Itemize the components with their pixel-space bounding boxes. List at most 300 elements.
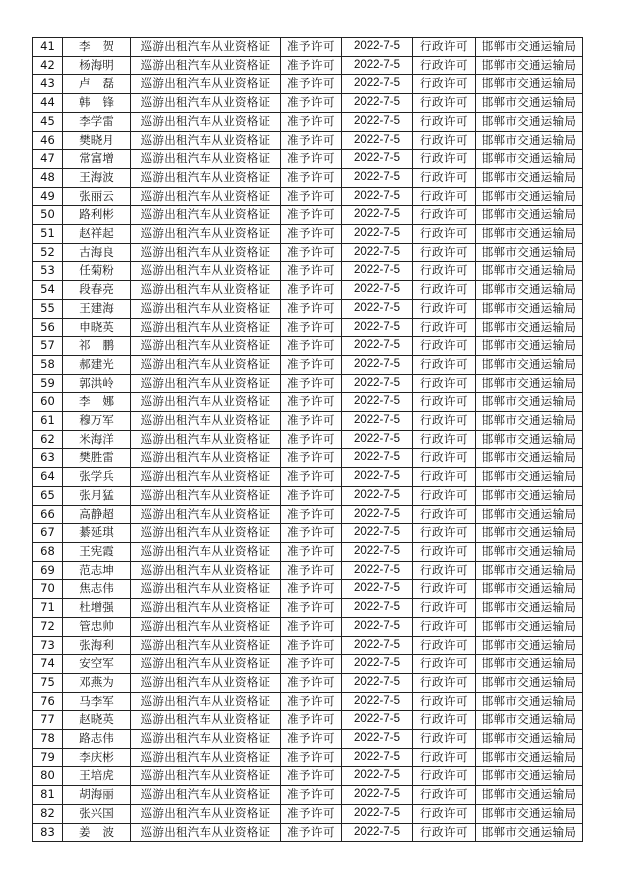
issuing-authority-cell: 邯郸市交通运输局 [476, 262, 583, 281]
table-row [33, 449, 583, 468]
license-category-cell: 行政许可 [413, 730, 476, 749]
certificate-type-cell: 巡游出租汽车从业资格证 [131, 468, 281, 487]
certificate-type-cell: 巡游出租汽车从业资格证 [131, 599, 281, 618]
license-category-cell: 行政许可 [413, 561, 476, 580]
decision-date-cell: 2022-7-5 [342, 655, 413, 674]
table-row [33, 823, 583, 842]
certificate-type-cell: 巡游出租汽车从业资格证 [131, 449, 281, 468]
decision-date-cell: 2022-7-5 [342, 673, 413, 692]
certificate-type-cell: 巡游出租汽车从业资格证 [131, 374, 281, 393]
table-row [33, 75, 583, 94]
row-number-cell: 45 [33, 112, 63, 131]
row-number-cell: 81 [33, 786, 63, 805]
row-number-cell: 59 [33, 374, 63, 393]
row-number-cell: 70 [33, 580, 63, 599]
certificate-type-cell: 巡游出租汽车从业资格证 [131, 206, 281, 225]
certificate-type-cell: 巡游出租汽车从业资格证 [131, 225, 281, 244]
row-number-cell: 61 [33, 412, 63, 431]
issuing-authority-cell: 邯郸市交通运输局 [476, 655, 583, 674]
decision-cell: 准予许可 [281, 131, 342, 150]
row-number-cell: 44 [33, 94, 63, 113]
table-row [33, 505, 583, 524]
table-row [33, 561, 583, 580]
decision-cell: 准予许可 [281, 617, 342, 636]
table-row [33, 374, 583, 393]
table-row [33, 468, 583, 487]
issuing-authority-cell: 邯郸市交通运输局 [476, 542, 583, 561]
row-number-cell: 67 [33, 524, 63, 543]
person-name-cell: 樊晓月 [63, 131, 131, 150]
table-row [33, 486, 583, 505]
decision-cell: 准予许可 [281, 38, 342, 57]
license-category-cell: 行政许可 [413, 393, 476, 412]
decision-date-cell: 2022-7-5 [342, 599, 413, 618]
row-number-cell: 65 [33, 486, 63, 505]
person-name-cell: 胡海丽 [63, 786, 131, 805]
table-row [33, 168, 583, 187]
decision-cell: 准予许可 [281, 281, 342, 300]
table-row [33, 748, 583, 767]
row-number-cell: 76 [33, 692, 63, 711]
issuing-authority-cell: 邯郸市交通运输局 [476, 748, 583, 767]
decision-cell: 准予许可 [281, 412, 342, 431]
issuing-authority-cell: 邯郸市交通运输局 [476, 412, 583, 431]
table-row [33, 243, 583, 262]
decision-date-cell: 2022-7-5 [342, 580, 413, 599]
table-row [33, 131, 583, 150]
license-category-cell: 行政许可 [413, 468, 476, 487]
table-row [33, 524, 583, 543]
issuing-authority-cell: 邯郸市交通运输局 [476, 374, 583, 393]
decision-date-cell: 2022-7-5 [342, 168, 413, 187]
license-category-cell: 行政许可 [413, 711, 476, 730]
table-row [33, 299, 583, 318]
table-row [33, 150, 583, 169]
certificate-type-cell: 巡游出租汽车从业资格证 [131, 355, 281, 374]
decision-cell: 准予许可 [281, 655, 342, 674]
table-row [33, 730, 583, 749]
person-name-cell: 樊胜雷 [63, 449, 131, 468]
person-name-cell: 安空军 [63, 655, 131, 674]
decision-cell: 准予许可 [281, 430, 342, 449]
decision-cell: 准予许可 [281, 767, 342, 786]
license-category-cell: 行政许可 [413, 112, 476, 131]
license-category-cell: 行政许可 [413, 56, 476, 75]
issuing-authority-cell: 邯郸市交通运输局 [476, 636, 583, 655]
certificate-type-cell: 巡游出租汽车从业资格证 [131, 711, 281, 730]
row-number-cell: 74 [33, 655, 63, 674]
person-name-cell: 王宪霞 [63, 542, 131, 561]
certificate-type-cell: 巡游出租汽车从业资格证 [131, 636, 281, 655]
certificate-type-cell: 巡游出租汽车从业资格证 [131, 412, 281, 431]
certificate-type-cell: 巡游出租汽车从业资格证 [131, 262, 281, 281]
license-category-cell: 行政许可 [413, 617, 476, 636]
license-category-cell: 行政许可 [413, 748, 476, 767]
person-name-cell: 路志伟 [63, 730, 131, 749]
table-row [33, 337, 583, 356]
person-name-cell: 李贺 [63, 38, 131, 57]
certificate-type-cell: 巡游出租汽车从业资格证 [131, 767, 281, 786]
decision-cell: 准予许可 [281, 486, 342, 505]
decision-cell: 准予许可 [281, 374, 342, 393]
decision-cell: 准予许可 [281, 786, 342, 805]
decision-date-cell: 2022-7-5 [342, 150, 413, 169]
certificate-type-cell: 巡游出租汽车从业资格证 [131, 617, 281, 636]
row-number-cell: 53 [33, 262, 63, 281]
table-row [33, 355, 583, 374]
license-category-cell: 行政许可 [413, 804, 476, 823]
row-number-cell: 48 [33, 168, 63, 187]
license-category-cell: 行政许可 [413, 636, 476, 655]
decision-date-cell: 2022-7-5 [342, 711, 413, 730]
row-number-cell: 68 [33, 542, 63, 561]
row-number-cell: 42 [33, 56, 63, 75]
certificate-type-cell: 巡游出租汽车从业资格证 [131, 823, 281, 842]
decision-date-cell: 2022-7-5 [342, 112, 413, 131]
decision-date-cell: 2022-7-5 [342, 823, 413, 842]
row-number-cell: 52 [33, 243, 63, 262]
table-row [33, 599, 583, 618]
table-row [33, 804, 583, 823]
issuing-authority-cell: 邯郸市交通运输局 [476, 112, 583, 131]
table-row [33, 94, 583, 113]
person-name-cell: 李庆彬 [63, 748, 131, 767]
certificate-type-cell: 巡游出租汽车从业资格证 [131, 430, 281, 449]
records-body [33, 38, 583, 842]
decision-date-cell: 2022-7-5 [342, 468, 413, 487]
row-number-cell: 58 [33, 355, 63, 374]
person-name-cell: 王培虎 [63, 767, 131, 786]
person-name-cell: 王建海 [63, 299, 131, 318]
certificate-type-cell: 巡游出租汽车从业资格证 [131, 94, 281, 113]
certificate-type-cell: 巡游出租汽车从业资格证 [131, 486, 281, 505]
issuing-authority-cell: 邯郸市交通运输局 [476, 337, 583, 356]
row-number-cell: 82 [33, 804, 63, 823]
person-name-cell: 祁鹏 [63, 337, 131, 356]
license-category-cell: 行政许可 [413, 524, 476, 543]
decision-cell: 准予许可 [281, 94, 342, 113]
license-category-cell: 行政许可 [413, 299, 476, 318]
person-name-cell: 申晓英 [63, 318, 131, 337]
certificate-type-cell: 巡游出租汽车从业资格证 [131, 692, 281, 711]
person-name-cell: 管忠帅 [63, 617, 131, 636]
person-name-cell: 段春亮 [63, 281, 131, 300]
certificate-type-cell: 巡游出租汽车从业资格证 [131, 393, 281, 412]
license-category-cell: 行政许可 [413, 150, 476, 169]
table-row [33, 430, 583, 449]
decision-date-cell: 2022-7-5 [342, 430, 413, 449]
table-row [33, 767, 583, 786]
certificate-type-cell: 巡游出租汽车从业资格证 [131, 243, 281, 262]
certificate-type-cell: 巡游出租汽车从业资格证 [131, 524, 281, 543]
person-name-cell: 古海良 [63, 243, 131, 262]
certificate-type-cell: 巡游出租汽车从业资格证 [131, 786, 281, 805]
decision-cell: 准予许可 [281, 112, 342, 131]
issuing-authority-cell: 邯郸市交通运输局 [476, 561, 583, 580]
table-row [33, 617, 583, 636]
person-name-cell: 常富增 [63, 150, 131, 169]
decision-cell: 准予许可 [281, 524, 342, 543]
decision-cell: 准予许可 [281, 599, 342, 618]
decision-date-cell: 2022-7-5 [342, 355, 413, 374]
decision-date-cell: 2022-7-5 [342, 318, 413, 337]
table-row [33, 112, 583, 131]
decision-date-cell: 2022-7-5 [342, 542, 413, 561]
row-number-cell: 79 [33, 748, 63, 767]
issuing-authority-cell: 邯郸市交通运输局 [476, 75, 583, 94]
decision-cell: 准予许可 [281, 730, 342, 749]
license-category-cell: 行政许可 [413, 243, 476, 262]
person-name-cell: 路利彬 [63, 206, 131, 225]
decision-cell: 准予许可 [281, 187, 342, 206]
table-row [33, 692, 583, 711]
issuing-authority-cell: 邯郸市交通运输局 [476, 168, 583, 187]
row-number-cell: 72 [33, 617, 63, 636]
issuing-authority-cell: 邯郸市交通运输局 [476, 318, 583, 337]
decision-cell: 准予许可 [281, 561, 342, 580]
certificate-type-cell: 巡游出租汽车从业资格证 [131, 131, 281, 150]
certificate-type-cell: 巡游出租汽车从业资格证 [131, 281, 281, 300]
person-name-cell: 赵祥起 [63, 225, 131, 244]
decision-date-cell: 2022-7-5 [342, 56, 413, 75]
license-category-cell: 行政许可 [413, 262, 476, 281]
issuing-authority-cell: 邯郸市交通运输局 [476, 468, 583, 487]
decision-date-cell: 2022-7-5 [342, 206, 413, 225]
decision-date-cell: 2022-7-5 [342, 561, 413, 580]
person-name-cell: 马李军 [63, 692, 131, 711]
decision-date-cell: 2022-7-5 [342, 75, 413, 94]
license-category-cell: 行政许可 [413, 767, 476, 786]
person-name-cell: 姜波 [63, 823, 131, 842]
license-category-cell: 行政许可 [413, 542, 476, 561]
license-category-cell: 行政许可 [413, 187, 476, 206]
person-name-cell: 张丽云 [63, 187, 131, 206]
row-number-cell: 75 [33, 673, 63, 692]
certificate-type-cell: 巡游出租汽车从业资格证 [131, 299, 281, 318]
license-category-cell: 行政许可 [413, 131, 476, 150]
certificate-type-cell: 巡游出租汽车从业资格证 [131, 38, 281, 57]
decision-date-cell: 2022-7-5 [342, 131, 413, 150]
person-name-cell: 李学雷 [63, 112, 131, 131]
decision-date-cell: 2022-7-5 [342, 374, 413, 393]
certificate-type-cell: 巡游出租汽车从业资格证 [131, 56, 281, 75]
row-number-cell: 66 [33, 505, 63, 524]
license-category-cell: 行政许可 [413, 430, 476, 449]
issuing-authority-cell: 邯郸市交通运输局 [476, 580, 583, 599]
person-name-cell: 米海洋 [63, 430, 131, 449]
issuing-authority-cell: 邯郸市交通运输局 [476, 187, 583, 206]
person-name-cell: 杨海明 [63, 56, 131, 75]
issuing-authority-cell: 邯郸市交通运输局 [476, 281, 583, 300]
decision-date-cell: 2022-7-5 [342, 767, 413, 786]
issuing-authority-cell: 邯郸市交通运输局 [476, 393, 583, 412]
license-category-cell: 行政许可 [413, 449, 476, 468]
issuing-authority-cell: 邯郸市交通运输局 [476, 599, 583, 618]
person-name-cell: 高静超 [63, 505, 131, 524]
issuing-authority-cell: 邯郸市交通运输局 [476, 617, 583, 636]
row-number-cell: 41 [33, 38, 63, 57]
decision-cell: 准予许可 [281, 542, 342, 561]
table-row [33, 187, 583, 206]
row-number-cell: 46 [33, 131, 63, 150]
person-name-cell: 任菊粉 [63, 262, 131, 281]
certificate-type-cell: 巡游出租汽车从业资格证 [131, 542, 281, 561]
license-category-cell: 行政许可 [413, 580, 476, 599]
row-number-cell: 56 [33, 318, 63, 337]
decision-date-cell: 2022-7-5 [342, 617, 413, 636]
license-category-cell: 行政许可 [413, 655, 476, 674]
person-name-cell: 李娜 [63, 393, 131, 412]
decision-date-cell: 2022-7-5 [342, 486, 413, 505]
person-name-cell: 邓燕为 [63, 673, 131, 692]
decision-date-cell: 2022-7-5 [342, 281, 413, 300]
table-row [33, 673, 583, 692]
certificate-type-cell: 巡游出租汽车从业资格证 [131, 505, 281, 524]
table-row [33, 542, 583, 561]
decision-date-cell: 2022-7-5 [342, 505, 413, 524]
certificate-type-cell: 巡游出租汽车从业资格证 [131, 112, 281, 131]
certificate-type-cell: 巡游出租汽车从业资格证 [131, 748, 281, 767]
license-category-cell: 行政许可 [413, 355, 476, 374]
issuing-authority-cell: 邯郸市交通运输局 [476, 505, 583, 524]
decision-date-cell: 2022-7-5 [342, 243, 413, 262]
person-name-cell: 韩锋 [63, 94, 131, 113]
certificate-type-cell: 巡游出租汽车从业资格证 [131, 561, 281, 580]
decision-cell: 准予许可 [281, 262, 342, 281]
person-name-cell: 穆万军 [63, 412, 131, 431]
issuing-authority-cell: 邯郸市交通运输局 [476, 711, 583, 730]
decision-cell: 准予许可 [281, 505, 342, 524]
issuing-authority-cell: 邯郸市交通运输局 [476, 449, 583, 468]
person-name-cell: 张学兵 [63, 468, 131, 487]
row-number-cell: 60 [33, 393, 63, 412]
table-row [33, 225, 583, 244]
table-row [33, 318, 583, 337]
row-number-cell: 47 [33, 150, 63, 169]
license-category-cell: 行政许可 [413, 673, 476, 692]
row-number-cell: 50 [33, 206, 63, 225]
decision-date-cell: 2022-7-5 [342, 187, 413, 206]
row-number-cell: 63 [33, 449, 63, 468]
decision-date-cell: 2022-7-5 [342, 299, 413, 318]
row-number-cell: 54 [33, 281, 63, 300]
decision-date-cell: 2022-7-5 [342, 748, 413, 767]
issuing-authority-cell: 邯郸市交通运输局 [476, 150, 583, 169]
person-name-cell: 王海波 [63, 168, 131, 187]
certificate-type-cell: 巡游出租汽车从业资格证 [131, 804, 281, 823]
license-category-cell: 行政许可 [413, 599, 476, 618]
row-number-cell: 78 [33, 730, 63, 749]
decision-cell: 准予许可 [281, 168, 342, 187]
decision-cell: 准予许可 [281, 804, 342, 823]
decision-cell: 准予许可 [281, 449, 342, 468]
decision-date-cell: 2022-7-5 [342, 393, 413, 412]
certificate-type-cell: 巡游出租汽车从业资格证 [131, 337, 281, 356]
row-number-cell: 51 [33, 225, 63, 244]
license-category-cell: 行政许可 [413, 318, 476, 337]
license-category-cell: 行政许可 [413, 168, 476, 187]
issuing-authority-cell: 邯郸市交通运输局 [476, 730, 583, 749]
decision-cell: 准予许可 [281, 580, 342, 599]
row-number-cell: 83 [33, 823, 63, 842]
row-number-cell: 73 [33, 636, 63, 655]
row-number-cell: 64 [33, 468, 63, 487]
license-category-cell: 行政许可 [413, 281, 476, 300]
decision-cell: 准予许可 [281, 318, 342, 337]
person-name-cell: 张兴国 [63, 804, 131, 823]
license-category-cell: 行政许可 [413, 486, 476, 505]
decision-cell: 准予许可 [281, 206, 342, 225]
decision-cell: 准予许可 [281, 748, 342, 767]
issuing-authority-cell: 邯郸市交通运输局 [476, 243, 583, 262]
decision-cell: 准予许可 [281, 673, 342, 692]
issuing-authority-cell: 邯郸市交通运输局 [476, 299, 583, 318]
person-name-cell: 赵晓英 [63, 711, 131, 730]
decision-cell: 准予许可 [281, 299, 342, 318]
certificate-type-cell: 巡游出租汽车从业资格证 [131, 168, 281, 187]
table-row [33, 281, 583, 300]
decision-cell: 准予许可 [281, 636, 342, 655]
issuing-authority-cell: 邯郸市交通运输局 [476, 56, 583, 75]
license-category-cell: 行政许可 [413, 505, 476, 524]
row-number-cell: 43 [33, 75, 63, 94]
decision-cell: 准予许可 [281, 150, 342, 169]
issuing-authority-cell: 邯郸市交通运输局 [476, 355, 583, 374]
issuing-authority-cell: 邯郸市交通运输局 [476, 823, 583, 842]
license-category-cell: 行政许可 [413, 75, 476, 94]
row-number-cell: 55 [33, 299, 63, 318]
issuing-authority-cell: 邯郸市交通运输局 [476, 430, 583, 449]
row-number-cell: 57 [33, 337, 63, 356]
license-category-cell: 行政许可 [413, 337, 476, 356]
issuing-authority-cell: 邯郸市交通运输局 [476, 486, 583, 505]
certificate-type-cell: 巡游出租汽车从业资格证 [131, 75, 281, 94]
row-number-cell: 69 [33, 561, 63, 580]
decision-date-cell: 2022-7-5 [342, 337, 413, 356]
issuing-authority-cell: 邯郸市交通运输局 [476, 673, 583, 692]
certificate-type-cell: 巡游出租汽车从业资格证 [131, 187, 281, 206]
table-row [33, 56, 583, 75]
table-row [33, 786, 583, 805]
row-number-cell: 62 [33, 430, 63, 449]
decision-cell: 准予许可 [281, 75, 342, 94]
license-category-cell: 行政许可 [413, 38, 476, 57]
license-category-cell: 行政许可 [413, 412, 476, 431]
license-category-cell: 行政许可 [413, 374, 476, 393]
certificate-type-cell: 巡游出租汽车从业资格证 [131, 318, 281, 337]
license-category-cell: 行政许可 [413, 823, 476, 842]
decision-cell: 准予许可 [281, 711, 342, 730]
table-row [33, 711, 583, 730]
license-records-table [32, 37, 583, 842]
license-category-cell: 行政许可 [413, 692, 476, 711]
issuing-authority-cell: 邯郸市交通运输局 [476, 131, 583, 150]
issuing-authority-cell: 邯郸市交通运输局 [476, 225, 583, 244]
certificate-type-cell: 巡游出租汽车从业资格证 [131, 673, 281, 692]
decision-date-cell: 2022-7-5 [342, 38, 413, 57]
person-name-cell: 郭洪岭 [63, 374, 131, 393]
decision-date-cell: 2022-7-5 [342, 524, 413, 543]
issuing-authority-cell: 邯郸市交通运输局 [476, 524, 583, 543]
license-category-cell: 行政许可 [413, 786, 476, 805]
table-row [33, 38, 583, 57]
table-row [33, 636, 583, 655]
row-number-cell: 77 [33, 711, 63, 730]
decision-cell: 准予许可 [281, 243, 342, 262]
certificate-type-cell: 巡游出租汽车从业资格证 [131, 655, 281, 674]
decision-cell: 准予许可 [281, 823, 342, 842]
table-row [33, 655, 583, 674]
